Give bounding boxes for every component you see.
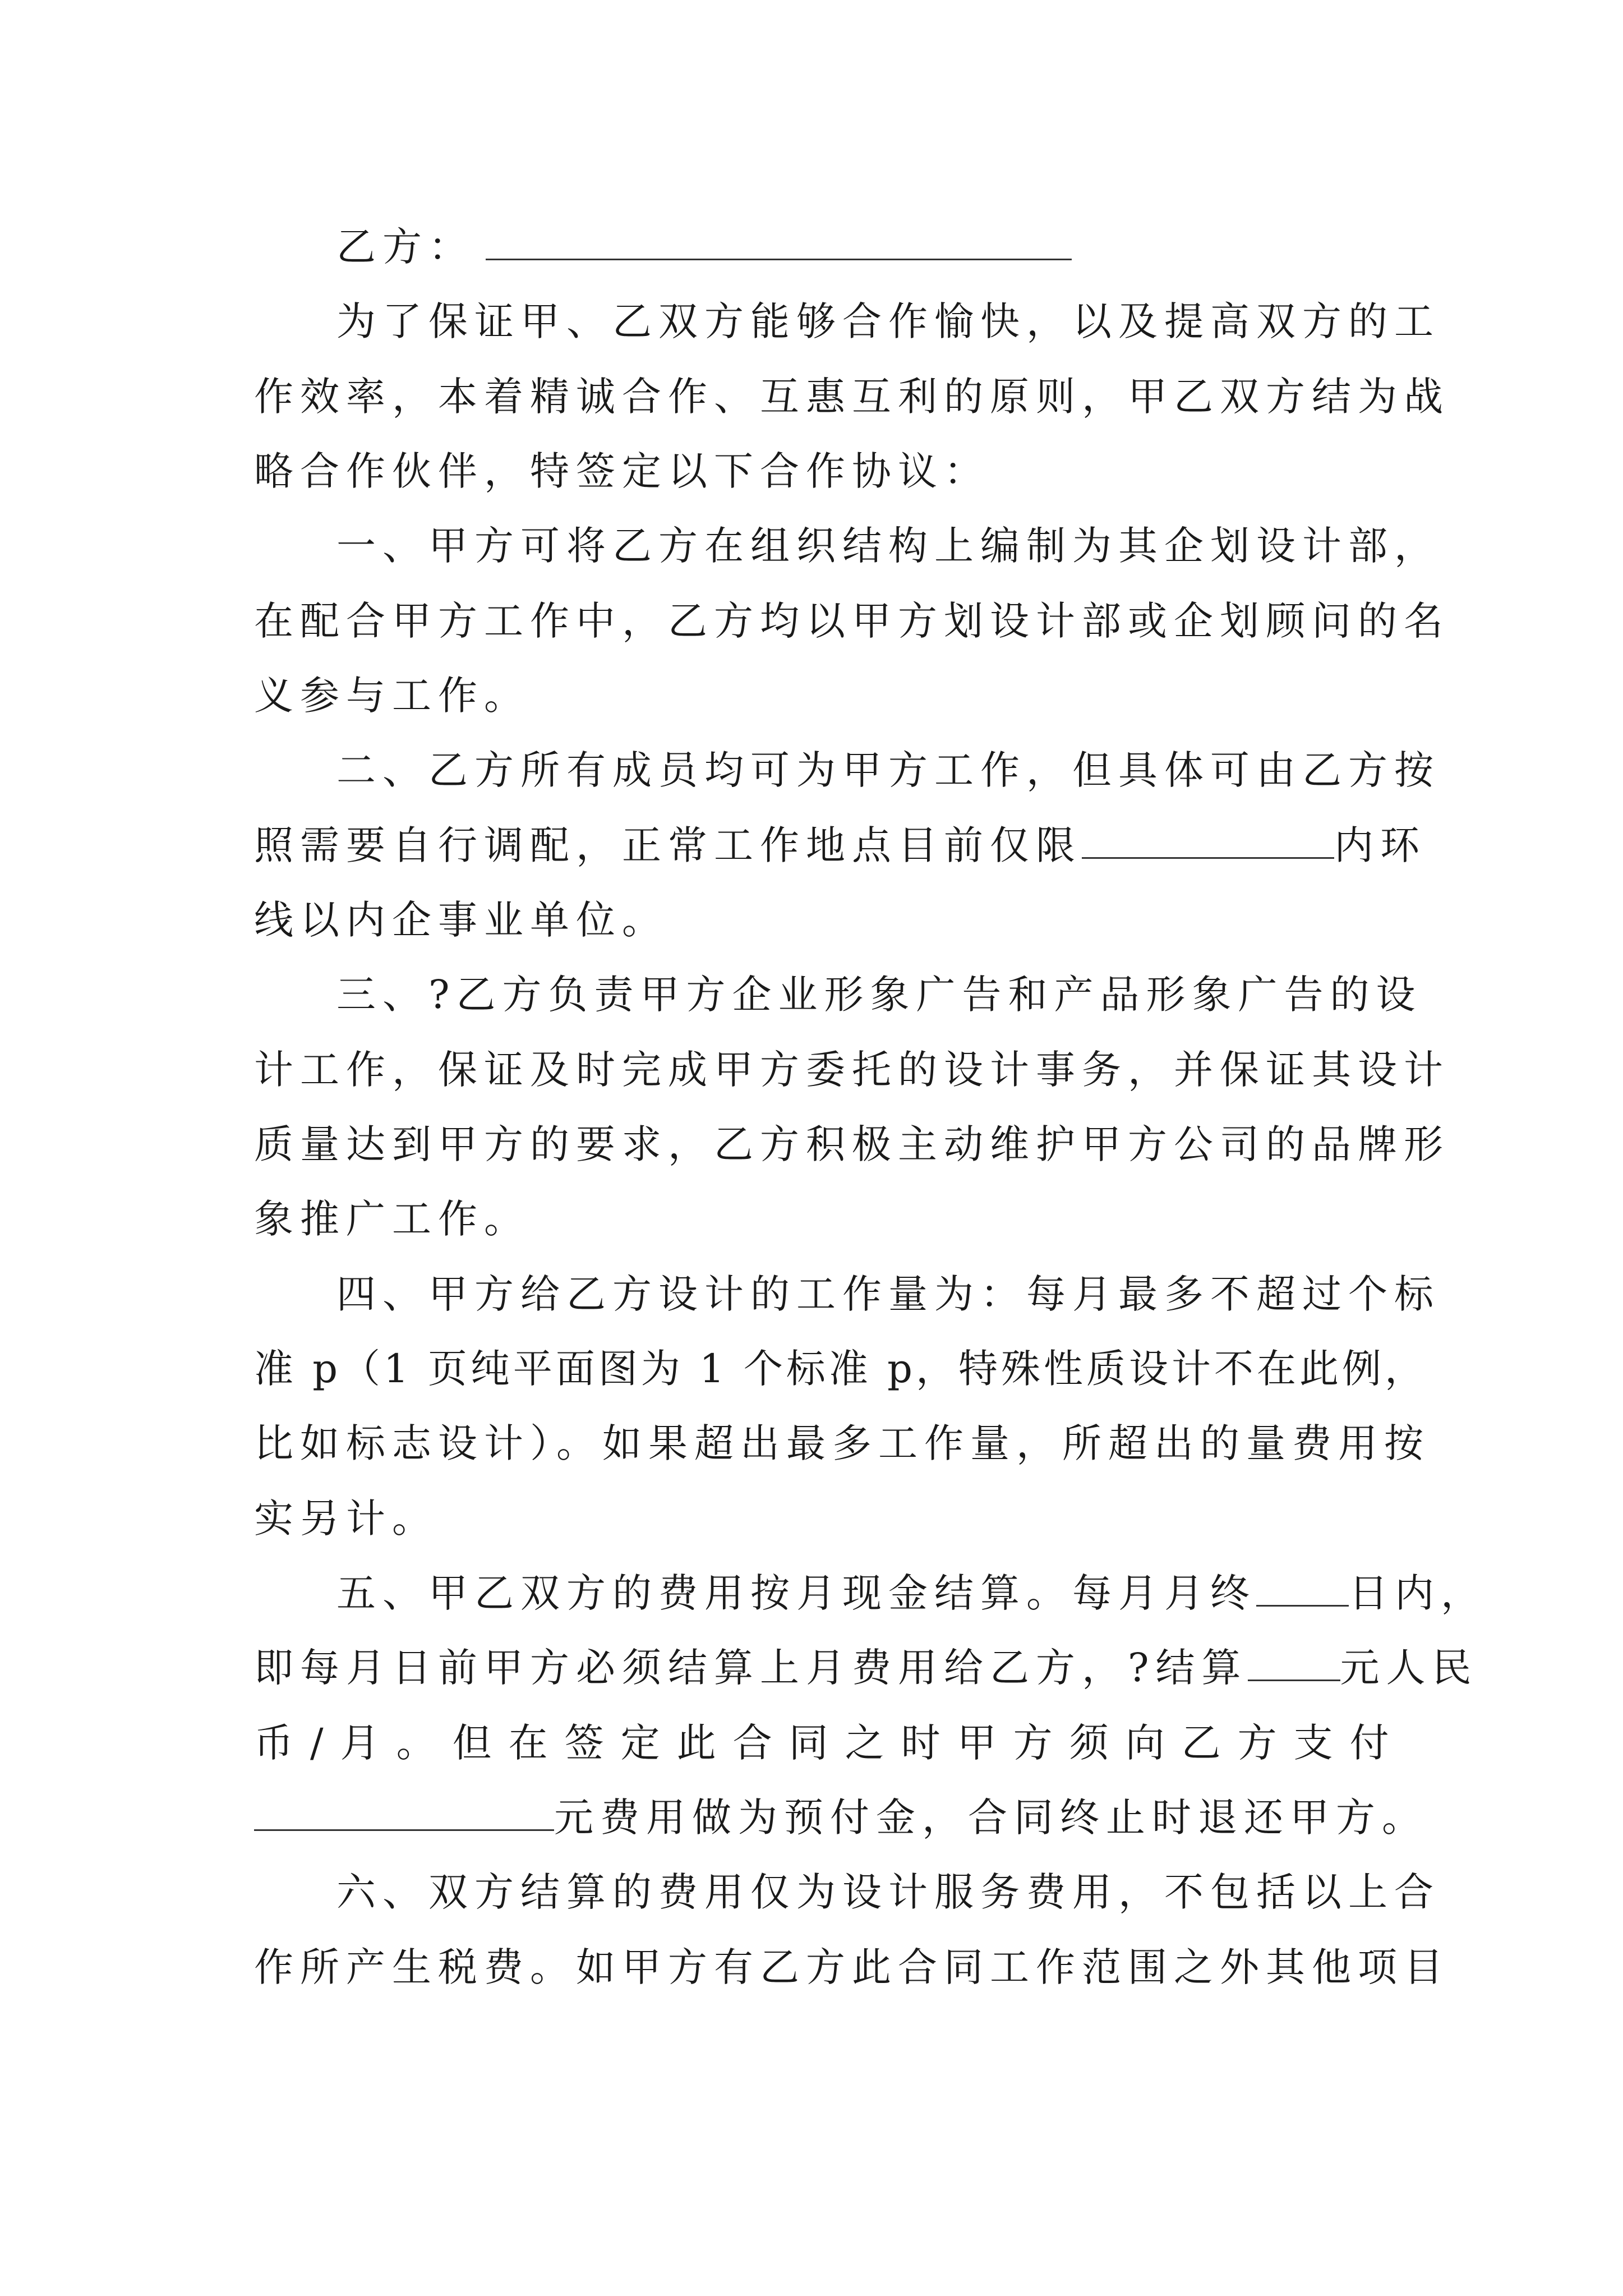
party-b-blank	[486, 224, 1072, 260]
paragraph-line: 币/月。但在签定此合同之时甲方须向乙方支付	[254, 1720, 1406, 1766]
work-location-blank	[1082, 822, 1334, 859]
amount-blank	[1248, 1645, 1340, 1681]
paragraph-line: 一、甲方可将乙方在组织结构上编制为其企划设计部，	[336, 523, 1440, 569]
paragraph-line: 象推广工作。	[254, 1196, 530, 1242]
paragraph-line: 三、?乙方负责甲方企业形象广告和产品形象广告的设	[336, 972, 1422, 1018]
paragraph-line: 准 p（1 页纯平面图为 1 个标准 p，特殊性质设计不在此例，	[254, 1346, 1427, 1392]
paragraph-line: 义参与工作。	[254, 673, 530, 719]
paragraph-line: 在配合甲方工作中，乙方均以甲方划设计部或企划顾问的名	[254, 598, 1450, 644]
paragraph-line-with-blank	[254, 1792, 1428, 1843]
days-blank	[1256, 1570, 1349, 1607]
party-b-label: 乙方：	[336, 224, 474, 270]
paragraph-line: 作所产生税费。如甲方有乙方此合同工作范围之外其他项目	[254, 1944, 1450, 1990]
prepayment-blank	[254, 1795, 554, 1831]
text-segment: 照需要自行调配，正常工作地点目前仅限	[254, 822, 1082, 868]
paragraph-line-with-blank	[254, 1642, 1478, 1693]
text-segment: 内环	[1334, 822, 1426, 868]
paragraph-line: 四、甲方给乙方设计的工作量为：每月最多不超过个标	[336, 1271, 1440, 1317]
paragraph-line: 作效率，本着精诚合作、互惠互利的原则，甲乙双方结为战	[254, 374, 1450, 420]
text-segment: 元人民	[1340, 1645, 1478, 1691]
paragraph-line-with-blank	[254, 820, 1426, 871]
text-segment: 元费用做为预付金，合同终止时退还甲方。	[554, 1795, 1428, 1841]
paragraph-line: 比如标志设计）。如果超出最多工作量，所超出的量费用按	[254, 1420, 1430, 1466]
paragraph-line: 计工作，保证及时完成甲方委托的设计事务，并保证其设计	[254, 1047, 1450, 1093]
paragraph-line: 线以内企事业单位。	[254, 897, 668, 943]
paragraph-line: 二、乙方所有成员均可为甲方工作，但具体可由乙方按	[336, 747, 1440, 793]
paragraph-line: 略合作伙伴，特签定以下合作协议：	[254, 448, 990, 494]
party-b-line	[336, 222, 1469, 272]
paragraph-line: 实另计。	[254, 1496, 438, 1542]
text-segment: 日内，	[1349, 1570, 1487, 1616]
text-segment: 五、甲乙双方的费用按月现金结算。每月月终	[336, 1570, 1256, 1616]
text-segment: 即每月日前甲方必须结算上月费用给乙方，?结算	[254, 1645, 1248, 1691]
paragraph-line: 为了保证甲、乙双方能够合作愉快，以及提高双方的工	[336, 298, 1440, 344]
paragraph-line: 质量达到甲方的要求，乙方积极主动维护甲方公司的品牌形	[254, 1121, 1450, 1167]
paragraph-line: 六、双方结算的费用仅为设计服务费用，不包括以上合	[336, 1869, 1440, 1915]
paragraph-line-with-blank	[336, 1568, 1487, 1618]
